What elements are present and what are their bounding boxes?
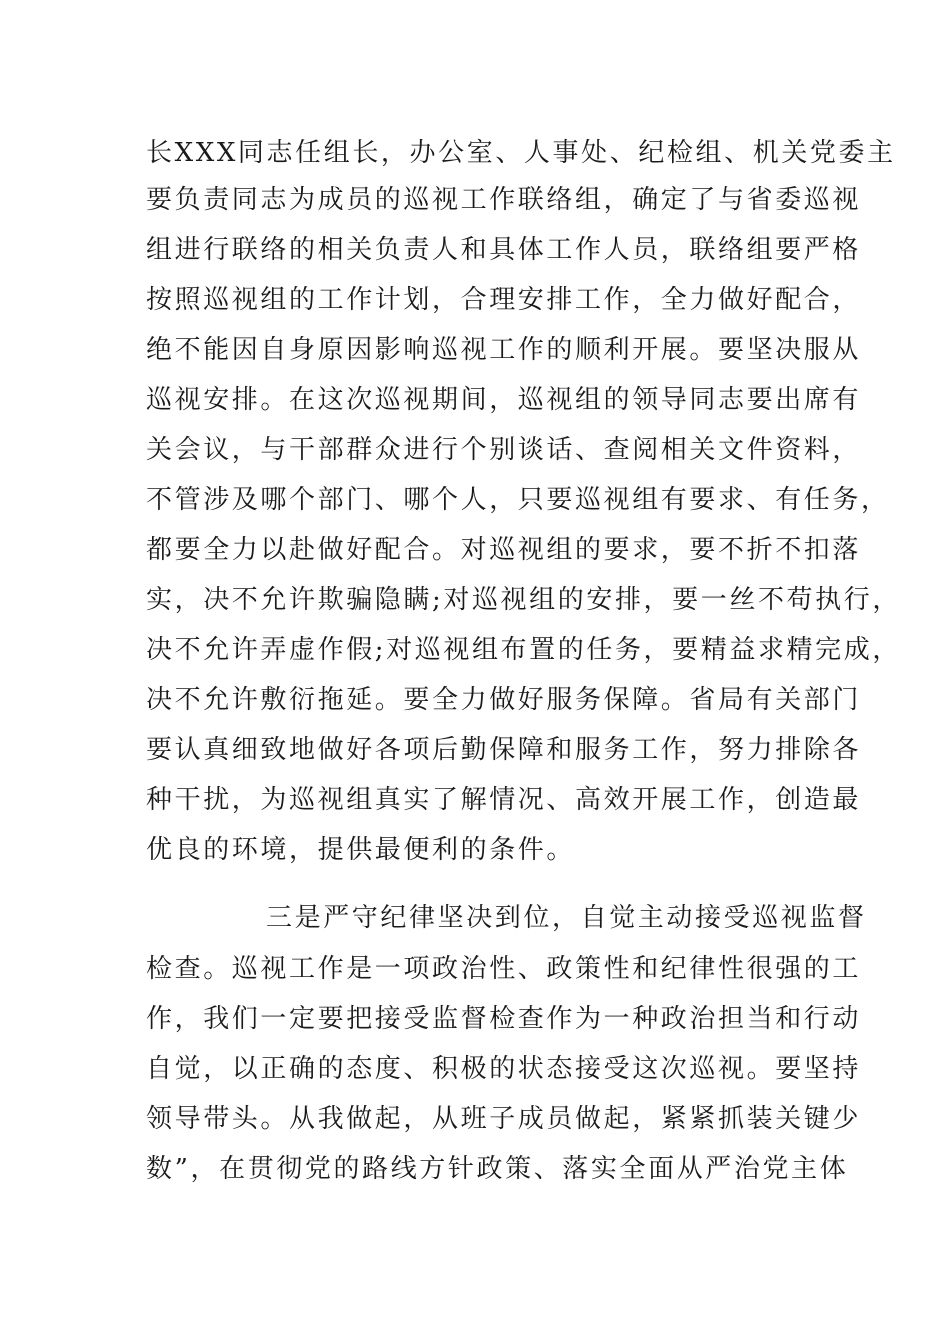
text-line: 要认真细致地做好各项后勤保障和服务工作，努力排除各 [146, 735, 862, 765]
text-line: 要负责同志为成员的巡视工作联络组，确定了与省委巡视 [146, 185, 862, 215]
text-line: 按照巡视组的工作计划，合理安排工作，全力做好配合， [146, 285, 862, 315]
text-line: 组进行联络的相关负责人和具体工作人员，联络组要严格 [146, 235, 862, 265]
text-line: 决不允许弄虚作假;对巡视组布置的任务，要精益求精完成， [146, 635, 901, 665]
text-line: 种干扰，为巡视组真实了解情况、高效开展工作，创造最 [146, 785, 862, 815]
text-line: 实，决不允许欺骗隐瞒;对巡视组的安排，要一丝不苟执行， [146, 585, 901, 615]
text-line: 领导带头。从我做起，从班子成员做起，紧紧抓装关键少 [146, 1104, 862, 1134]
text-line: 不管涉及哪个部门、哪个人，只要巡视组有要求、有任务， [146, 485, 890, 515]
text-line: 绝不能因自身原因影响巡视工作的顺利开展。要坚决服从 [146, 335, 862, 365]
text-line: 长XXX同志任组长，办公室、人事处、纪检组、机关党委主 [146, 138, 896, 168]
text-line: 自觉，以正确的态度、积极的状态接受这次巡视。要坚持 [146, 1054, 862, 1084]
text-line: 检查。巡视工作是一项政治性、政策性和纪律性很强的工 [146, 954, 862, 984]
text-line: 数”，在贯彻党的路线方针政策、落实全面从严治党主体 [146, 1154, 849, 1184]
text-line: 都要全力以赴做好配合。对巡视组的要求，要不折不扣落 [146, 535, 862, 565]
text-line: 三是严守纪律坚决到位，自觉主动接受巡视监督 [266, 903, 867, 933]
text-line: 作，我们一定要把接受监督检查作为一种政治担当和行动 [146, 1004, 862, 1034]
text-line: 决不允许敷衍拖延。要全力做好服务保障。省局有关部门 [146, 685, 862, 715]
text-line: 优良的环境，提供最便利的条件。 [146, 835, 576, 865]
text-line: 关会议，与干部群众进行个别谈话、查阅相关文件资料， [146, 435, 862, 465]
text-line: 巡视安排。在这次巡视期间，巡视组的领导同志要出席有 [146, 385, 862, 415]
